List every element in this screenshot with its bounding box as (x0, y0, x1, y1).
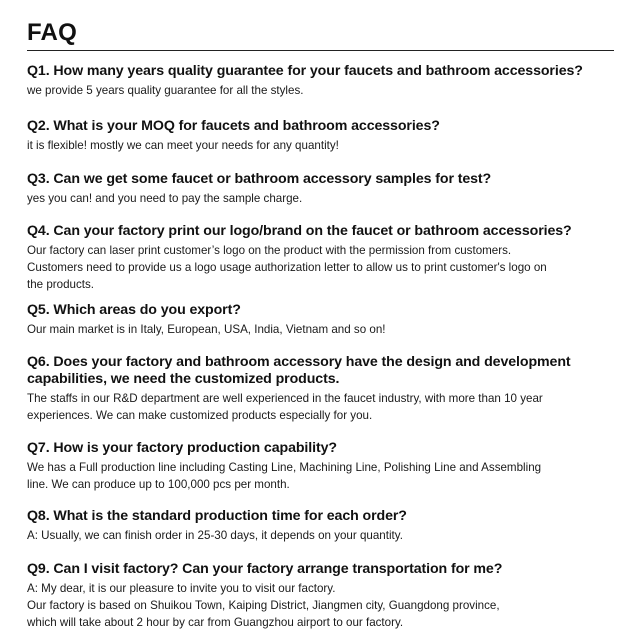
question-line: Q4. Can your factory print our logo/brand on the faucet or bathroom accessories? (27, 223, 572, 239)
answer-line: A: Usually, we can finish order in 25-30 days, it depends on your quantity. (27, 529, 403, 542)
question-line: Q9. Can I visit factory? Can your factory arrange transportation for me? (27, 561, 503, 577)
question-line: Q2. What is your MOQ for faucets and bathroom accessories? (27, 118, 440, 134)
faq-item-5 (27, 302, 617, 338)
faq-item-9 (27, 561, 617, 631)
answer (27, 321, 617, 338)
answer (27, 242, 617, 293)
answer-line: we provide 5 years quality guarantee for all the styles. (27, 84, 304, 97)
answer-line: Our factory is based on Shuikou Town, Kaiping District, Jiangmen city, Guangdong province, (27, 599, 500, 612)
answer-line: We has a Full production line including Casting Line, Machining Line, Polishing Line and Assembling (27, 461, 542, 474)
answer-line: Our main market is in Italy, European, USA, India, Vietnam and so on! (27, 323, 386, 336)
question-line: Q7. How is your factory production capability? (27, 440, 337, 456)
answer (27, 82, 617, 99)
faq-item-4 (27, 223, 617, 293)
answer (27, 527, 617, 544)
faq-item-7 (27, 440, 617, 493)
question (27, 561, 617, 578)
question (27, 171, 617, 188)
question (27, 63, 617, 80)
question (27, 118, 617, 135)
question-line: Q3. Can we get some faucet or bathroom accessory samples for test? (27, 171, 492, 187)
faq-item-1 (27, 63, 617, 99)
title-divider (27, 50, 614, 51)
faq-item-8 (27, 508, 617, 544)
question-line: Q5. Which areas do you export? (27, 302, 241, 318)
answer (27, 390, 617, 424)
answer-line: Our factory can laser print customer’s logo on the product with the permission from customers. (27, 244, 512, 257)
question (27, 302, 617, 319)
answer (27, 190, 617, 207)
faq-item-2 (27, 118, 617, 154)
page-title: FAQ (27, 19, 77, 46)
question-line: Q1. How many years quality guarantee for your faucets and bathroom accessories? (27, 63, 583, 79)
question-line: Q6. Does your factory and bathroom accessory have the design and development (27, 354, 571, 370)
question-line: Q8. What is the standard production time for each order? (27, 508, 407, 524)
question (27, 354, 617, 388)
answer (27, 137, 617, 154)
question (27, 508, 617, 525)
answer (27, 459, 617, 493)
question (27, 223, 617, 240)
answer-line: which will take about 2 hour by car from Guangzhou airport to our factory. (27, 616, 404, 629)
answer (27, 580, 617, 631)
question (27, 440, 617, 457)
faq-item-3 (27, 171, 617, 207)
answer-line: it is flexible! mostly we can meet your needs for any quantity! (27, 139, 339, 152)
answer-line: A: My dear, it is our pleasure to invite you to visit our factory. (27, 582, 336, 595)
answer-line: The staffs in our R&D department are well experienced in the faucet industry, with more than 10 year (27, 392, 543, 405)
answer-line: experiences. We can make customized products especially for you. (27, 409, 373, 422)
answer-line: yes you can! and you need to pay the sample charge. (27, 192, 303, 205)
question-line: capabilities, we need the customized products. (27, 371, 340, 387)
answer-line: the products. (27, 278, 95, 291)
faq-item-6 (27, 354, 617, 424)
answer-line: line. We can produce up to 100,000 pcs per month. (27, 478, 290, 491)
answer-line: Customers need to provide us a logo usage authorization letter to allow us to print customer's logo on (27, 261, 547, 274)
